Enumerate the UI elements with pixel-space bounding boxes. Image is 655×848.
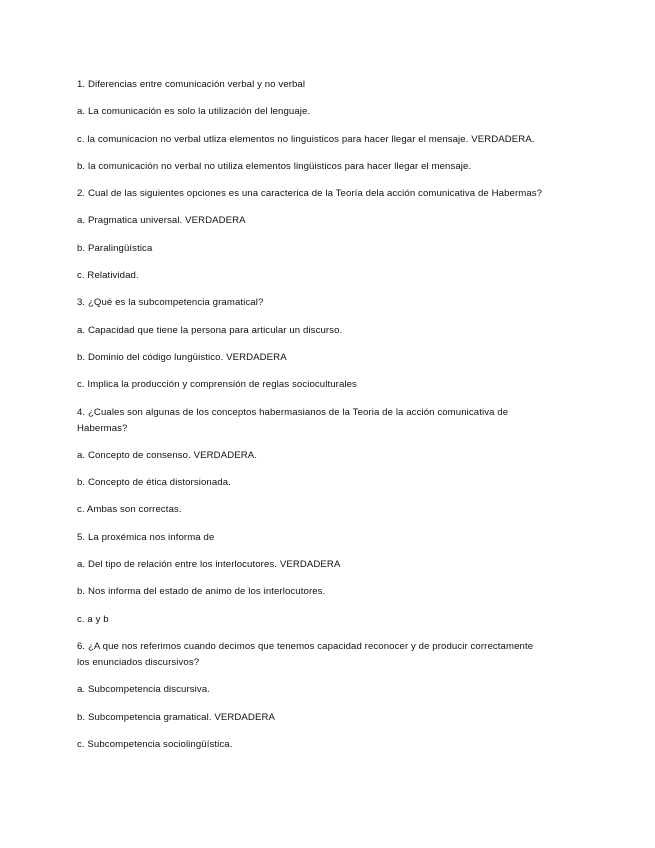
question-4: 4. ¿Cuales son algunas de los conceptos habermasianos de la Teoria de la acción comunicativa de Habermas?	[77, 406, 509, 434]
answer-option: b. la comunicación no verbal no utiliza elementos lingüisticos para hacer llegar el mensaje.	[77, 160, 472, 172]
answer-option: a. Del tipo de relación entre los interlocutores. VERDADERA	[77, 559, 341, 571]
answer-option: c. Subcompetencia sociolingüística.	[77, 738, 233, 750]
question-6: 6. ¿A que nos referimos cuando decimos que tenemos capacidad reconocer y de producir correctamente los enunciados discursivos?	[77, 640, 534, 668]
answer-option: a. Pragmatica universal. VERDADERA	[77, 215, 246, 227]
question-2: 2. Cual de las siguientes opciones es una caracterica de la Teoría dela acción comunicativa de Habermas?	[77, 188, 543, 200]
answer-option: b. Subcompetencia gramatical. VERDADERA	[77, 711, 275, 723]
answer-option: a. Capacidad que tiene la persona para articular un discurso.	[77, 324, 343, 336]
answer-option: c. a y b	[77, 613, 109, 625]
answer-option: a. Concepto de consenso. VERDADERA.	[77, 449, 258, 461]
answer-option: c. Implica la producción y comprensión de reglas socioculturales	[77, 379, 357, 391]
answer-option: a. La comunicación es solo la utilización del lenguaje.	[77, 106, 311, 118]
answer-option: b. Paralingüística	[77, 242, 153, 254]
document-body	[77, 77, 617, 764]
answer-option: c. Relatividad.	[77, 270, 139, 282]
question-3: 3. ¿Qué es la subcompetencia gramatical?	[77, 297, 264, 309]
answer-option: a. Subcompetencia discursiva.	[77, 684, 211, 696]
question-5: 5. La proxémica nos informa de	[77, 531, 215, 543]
answer-option: c. la comunicacion no verbal utliza elementos no linguisticos para hacer llegar el mensaje. VERDADERA.	[77, 133, 535, 145]
answer-option: c. Ambas son correctas.	[77, 504, 182, 516]
question-1: 1. Diferencias entre comunicación verbal y no verbal	[77, 79, 306, 90]
answer-option: b. Dominio del código lungüistico. VERDADERA	[77, 351, 287, 363]
answer-option: b. Nos informa del estado de animo de los interlocutores.	[77, 586, 326, 598]
answer-option: b. Concepto de ética distorsionada.	[77, 477, 231, 489]
